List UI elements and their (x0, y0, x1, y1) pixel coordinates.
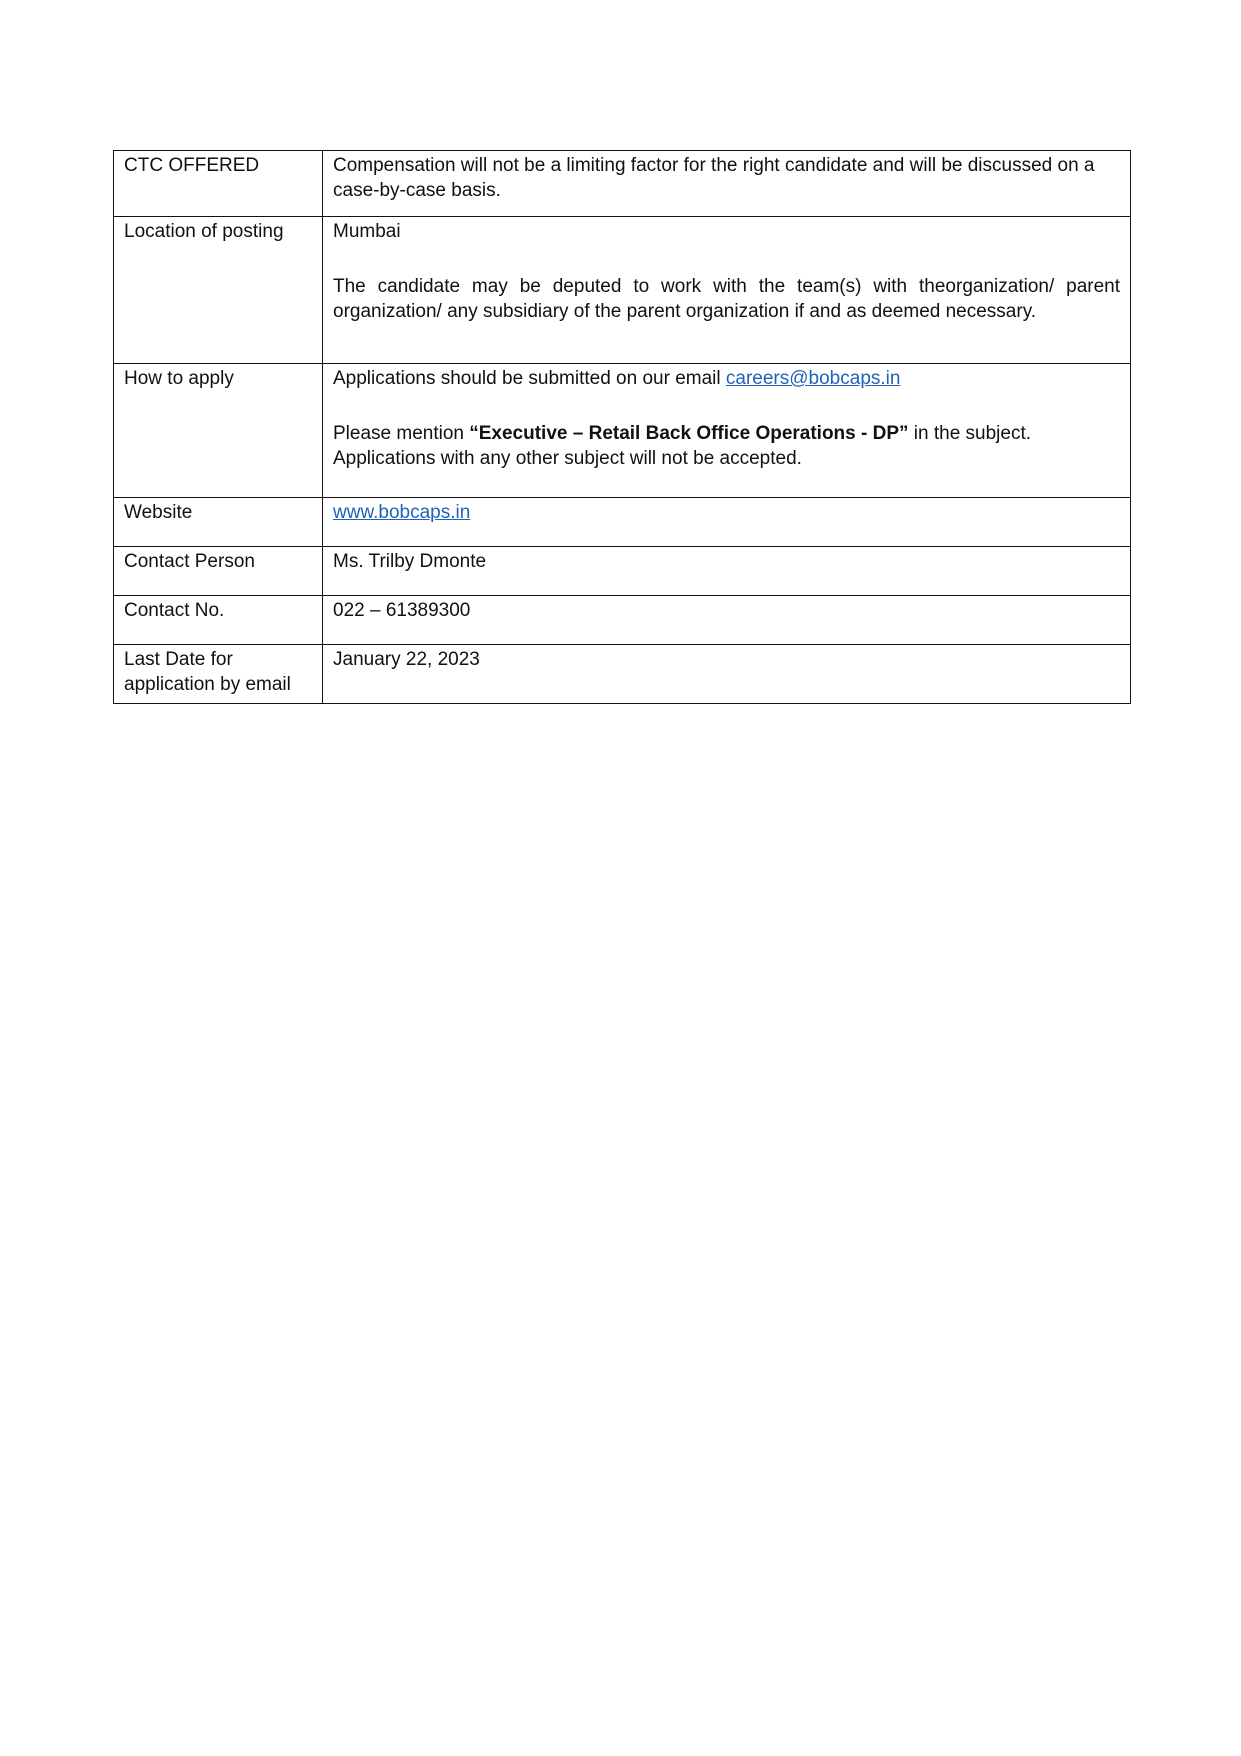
website-link[interactable]: www.bobcaps.in (333, 502, 471, 523)
job-details-table (113, 150, 1131, 704)
contact-person-label: Contact Person (114, 547, 323, 596)
apply-subject: “Executive – Retail Back Office Operations - DP” (469, 423, 909, 444)
apply-line2-suffix: in the subject. (908, 423, 1032, 444)
apply-line1 (333, 366, 1120, 391)
table-row-contact-no (114, 596, 1131, 645)
contact-no-label: Contact No. (114, 596, 323, 645)
apply-line1-text: Applications should be submitted on our email (333, 368, 726, 389)
location-label: Location of posting (114, 217, 323, 364)
table-row-apply (114, 364, 1131, 498)
ctc-value: Compensation will not be a limiting factor for the right candidate and will be discussed on a case-by-case basis. (323, 151, 1131, 217)
table-row-location (114, 217, 1131, 364)
spacer (333, 391, 1120, 421)
location-cell (323, 217, 1131, 364)
email-link[interactable]: careers@bobcaps.in (725, 368, 901, 389)
last-date-label: Last Date for application by email (114, 645, 323, 704)
table-row-ctc (114, 151, 1131, 217)
table-row-contact-person (114, 547, 1131, 596)
apply-cell (323, 364, 1131, 498)
apply-line2 (333, 421, 1120, 446)
location-note: The candidate may be deputed to work with the team(s) with theorganization/ parent organization/ any subsidiary of the parent organization if and as deemed necessary. (333, 276, 1120, 322)
website-label: Website (114, 498, 323, 547)
apply-label: How to apply (114, 364, 323, 498)
table-row-website (114, 498, 1131, 547)
website-cell (323, 498, 1131, 547)
contact-no-value: 022 – 61389300 (323, 596, 1131, 645)
spacer (333, 244, 1120, 274)
apply-line2-prefix: Please mention (333, 423, 470, 444)
ctc-label: CTC OFFERED (114, 151, 323, 217)
location-city: Mumbai (333, 221, 401, 242)
last-date-value: January 22, 2023 (323, 645, 1131, 704)
apply-line3: Applications with any other subject will not be accepted. (333, 448, 802, 469)
table-row-last-date (114, 645, 1131, 704)
contact-person-value: Ms. Trilby Dmonte (323, 547, 1131, 596)
